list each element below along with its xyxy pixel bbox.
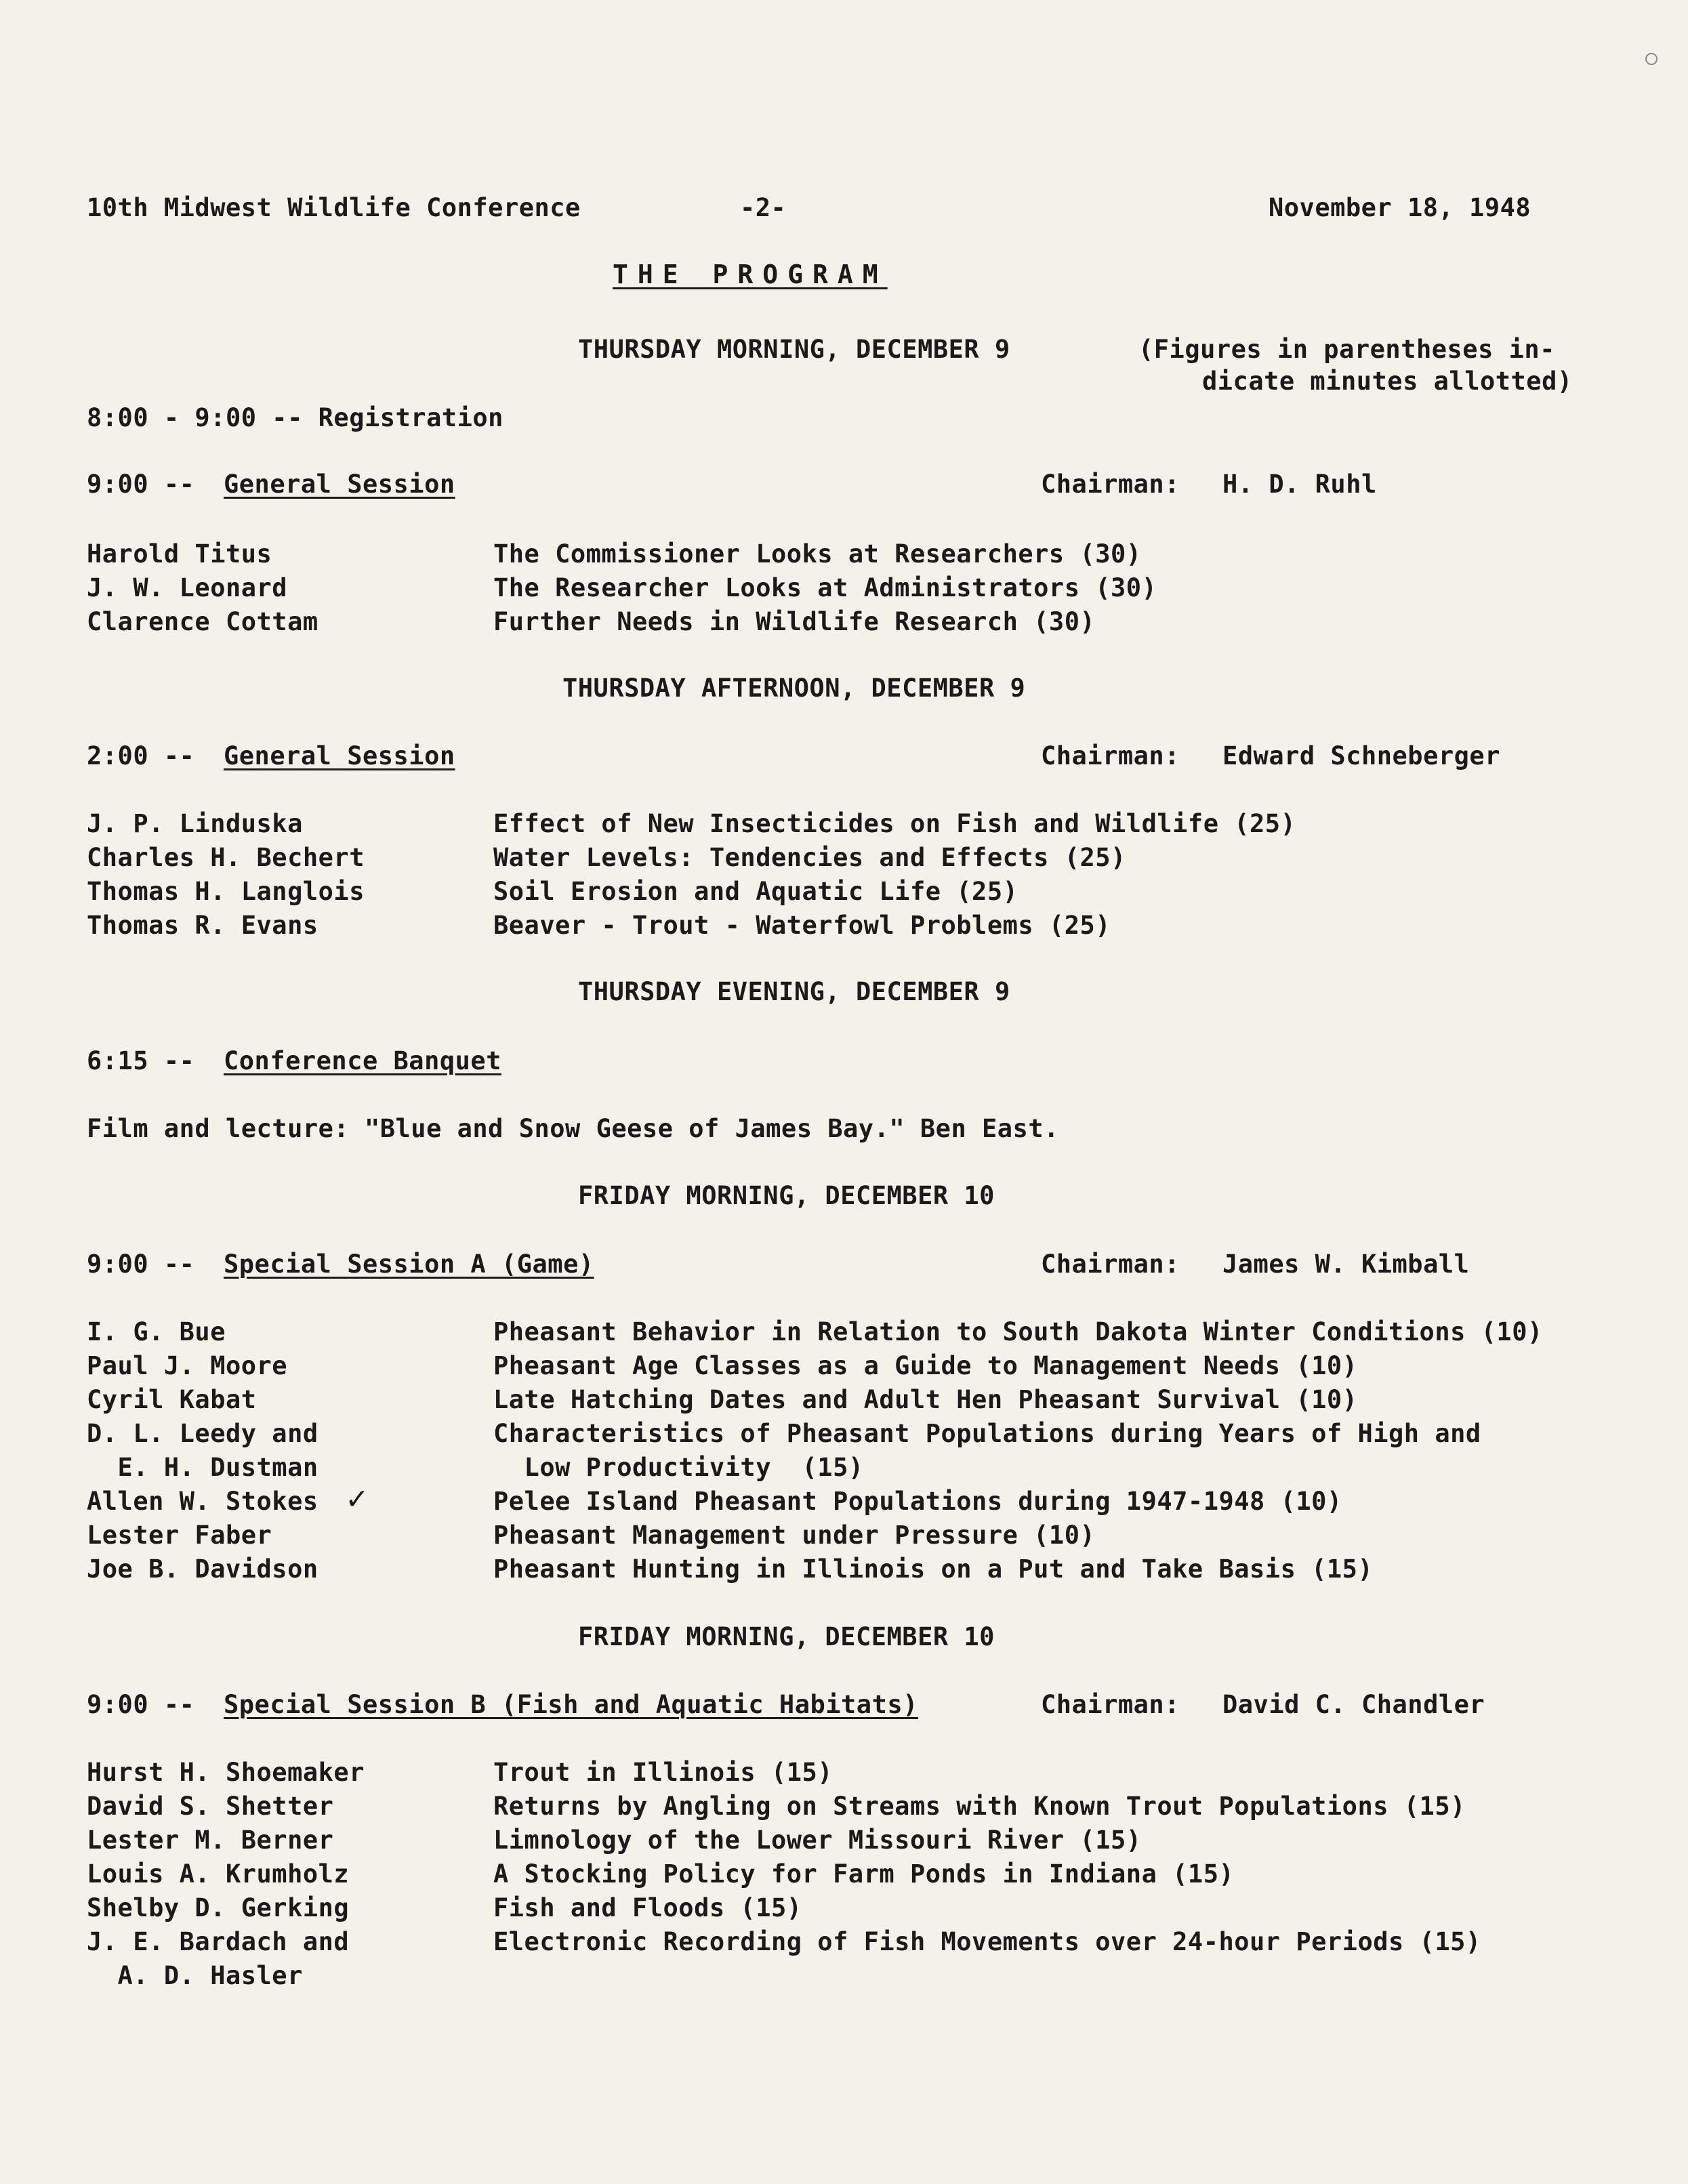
speaker-name: Shelby D. Gerking: [87, 1893, 350, 1922]
talk-title: Trout in Illinois (15): [493, 1758, 833, 1787]
talk-title: Returns by Angling on Streams with Known Trout Populations (15): [493, 1792, 1466, 1821]
talk-title: A Stocking Policy for Farm Ponds in Indiana (15): [493, 1859, 1235, 1889]
fri-a-heading: FRIDAY MORNING, DECEMBER 10: [578, 1181, 995, 1210]
session-title: Special Session A (Game): [224, 1250, 594, 1279]
speaker-name: Thomas R. Evans: [87, 911, 318, 940]
talk-title: Effect of New Insecticides on Fish and Wildlife (25): [493, 809, 1296, 838]
speaker-name: J. W. Leonard: [87, 573, 288, 602]
talk-title: Pheasant Hunting in Illinois on a Put and Take Basis (15): [493, 1554, 1374, 1584]
talk-title: Further Needs in Wildlife Research (30): [493, 607, 1096, 636]
talk-title: Beaver - Trout - Waterfowl Problems (25): [493, 911, 1111, 940]
chairman-name: David C. Chandler: [1222, 1690, 1485, 1719]
speaker-name: E. H. Dustman: [87, 1453, 318, 1482]
speaker-name: Charles H. Bechert: [87, 843, 365, 872]
chairman-label: Chairman:: [1041, 470, 1180, 499]
speaker-name: Hurst H. Shoemaker: [87, 1758, 365, 1787]
session-time: 2:00 --: [87, 741, 195, 770]
page-number: -2-: [740, 193, 787, 222]
checkmark-icon: ✓: [347, 1479, 367, 1517]
talk-title: Fish and Floods (15): [493, 1893, 802, 1922]
speaker-name: J. E. Bardach and: [87, 1927, 350, 1956]
note-line-2: dicate minutes allotted): [1202, 367, 1573, 396]
talk-title: The Researcher Looks at Administrators (30): [493, 573, 1157, 602]
speaker-name: Allen W. Stokes: [87, 1487, 318, 1516]
talk-title: Low Productivity (15): [493, 1453, 864, 1482]
header-date: November 18, 1948: [1269, 193, 1531, 222]
chairman-name: H. D. Ruhl: [1222, 470, 1377, 499]
talk-title: Pelee Island Pheasant Populations during 1947-1948 (10): [493, 1487, 1342, 1516]
speaker-name: Thomas H. Langlois: [87, 877, 365, 906]
session-time: 6:15 --: [87, 1046, 195, 1075]
speaker-name: A. D. Hasler: [87, 1961, 303, 1990]
session-title: General Session: [224, 741, 455, 770]
speaker-name: J. P. Linduska: [87, 809, 303, 838]
chairman-name: James W. Kimball: [1222, 1250, 1470, 1279]
talk-title: Electronic Recording of Fish Movements over 24-hour Periods (15): [493, 1927, 1481, 1956]
session-title: Conference Banquet: [224, 1046, 501, 1075]
talk-title: Water Levels: Tendencies and Effects (25): [493, 843, 1126, 872]
speaker-name: Paul J. Moore: [87, 1351, 288, 1380]
banquet-film: Film and lecture: "Blue and Snow Geese of James Bay." Ben East.: [87, 1114, 1059, 1143]
chairman-name: Edward Schneberger: [1222, 741, 1500, 770]
registration: 8:00 - 9:00 -- Registration: [87, 403, 503, 432]
chairman-label: Chairman:: [1041, 1250, 1180, 1279]
session-title: Special Session B (Fish and Aquatic Habitats): [224, 1690, 918, 1719]
chairman-label: Chairman:: [1041, 741, 1180, 770]
punch-hole: [1645, 53, 1658, 65]
speaker-name: Clarence Cottam: [87, 607, 318, 636]
session-title: General Session: [224, 470, 455, 499]
speaker-name: David S. Shetter: [87, 1792, 334, 1821]
speaker-name: Cyril Kabat: [87, 1385, 257, 1414]
speaker-name: Lester M. Berner: [87, 1826, 334, 1855]
session-time: 9:00 --: [87, 1250, 195, 1279]
thu-afternoon-heading: THURSDAY AFTERNOON, DECEMBER 9: [562, 674, 1026, 703]
talk-title: Characteristics of Pheasant Populations during Years of High and: [493, 1419, 1481, 1448]
talk-title: Pheasant Management under Pressure (10): [493, 1521, 1096, 1550]
speaker-name: D. L. Leedy and: [87, 1419, 318, 1448]
session-time: 9:00 --: [87, 1690, 195, 1719]
talk-title: Soil Erosion and Aquatic Life (25): [493, 877, 1018, 906]
talk-title: Pheasant Behavior in Relation to South Dakota Winter Conditions (10): [493, 1317, 1543, 1346]
speaker-name: Louis A. Krumholz: [87, 1859, 350, 1889]
speaker-name: Joe B. Davidson: [87, 1554, 318, 1584]
speaker-name: Lester Faber: [87, 1521, 272, 1550]
thu-evening-heading: THURSDAY EVENING, DECEMBER 9: [578, 977, 1010, 1006]
speaker-name: I. G. Bue: [87, 1317, 226, 1346]
talk-title: The Commissioner Looks at Researchers (30): [493, 539, 1142, 569]
talk-title: Limnology of the Lower Missouri River (15): [493, 1826, 1142, 1855]
talk-title: Late Hatching Dates and Adult Hen Pheasant Survival (10): [493, 1385, 1358, 1414]
fri-b-heading: FRIDAY MORNING, DECEMBER 10: [578, 1622, 995, 1651]
session-time: 9:00 --: [87, 470, 195, 499]
thu-morning-heading: THURSDAY MORNING, DECEMBER 9: [578, 335, 1010, 364]
page-title: THE PROGRAM: [613, 260, 888, 289]
note-line-1: (Figures in parentheses in-: [1138, 335, 1555, 364]
chairman-label: Chairman:: [1041, 1690, 1180, 1719]
talk-title: Pheasant Age Classes as a Guide to Management Needs (10): [493, 1351, 1358, 1380]
header-left: 10th Midwest Wildlife Conference: [87, 193, 581, 222]
speaker-name: Harold Titus: [87, 539, 272, 569]
